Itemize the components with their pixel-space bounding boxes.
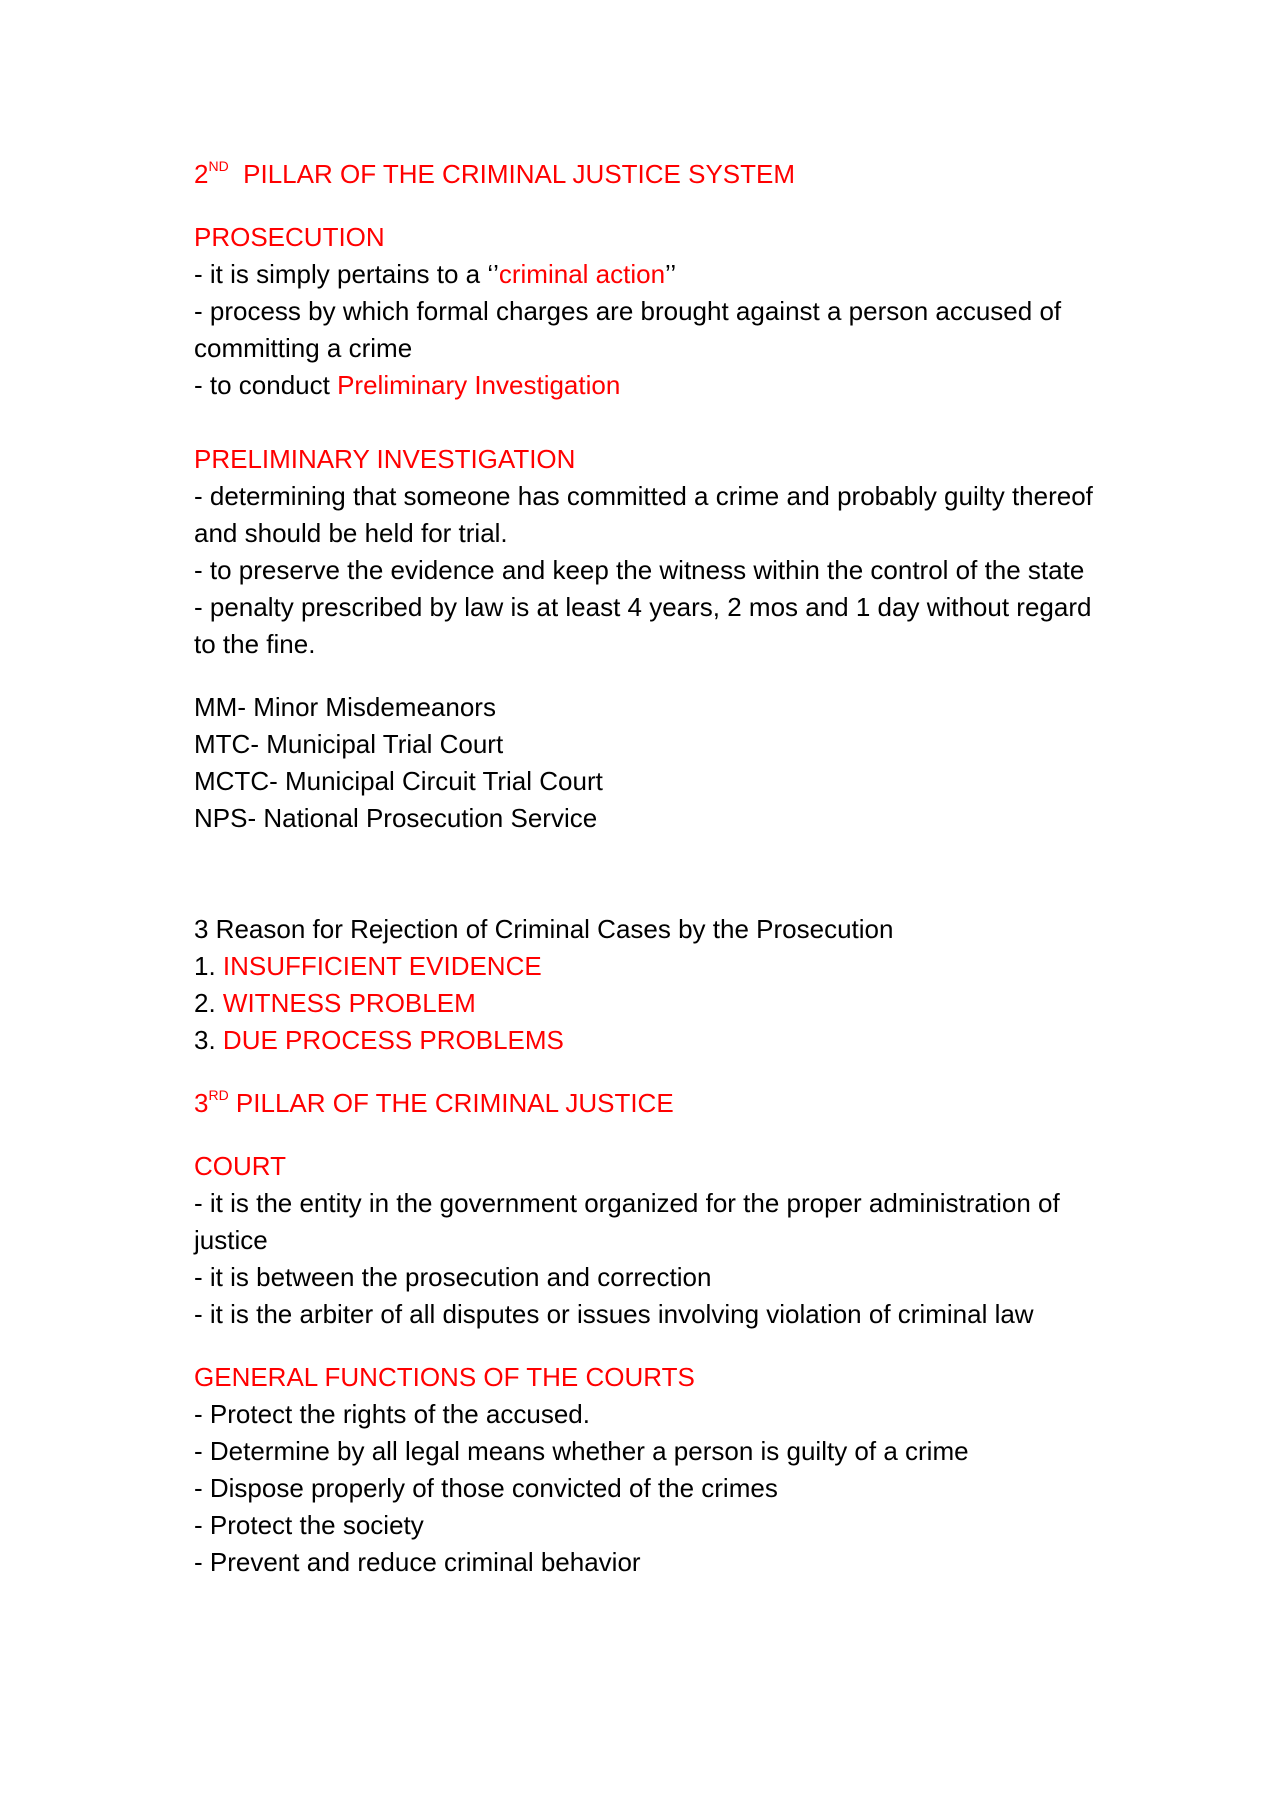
functions-block <box>194 1359 1094 1581</box>
functions-heading: GENERAL FUNCTIONS OF THE COURTS <box>194 1362 695 1392</box>
reasons-block <box>194 911 1094 1059</box>
prosecution-line-1: - it is simply pertains to a ‘’criminal action’’ <box>194 259 677 289</box>
function-item: - Prevent and reduce criminal behavior <box>194 1547 641 1577</box>
preliminary-line-3: - penalty prescribed by law is at least 4 years, 2 mos and 1 day without regard to the fine. <box>194 592 1092 659</box>
abbreviation-item: MM- Minor Misdemeanors <box>194 692 496 722</box>
section3-title: 3RD PILLAR OF THE CRIMINAL JUSTICE <box>194 1087 674 1118</box>
reasons-heading: 3 Reason for Rejection of Criminal Cases by the Prosecution <box>194 914 894 944</box>
function-item: - Protect the society <box>194 1510 424 1540</box>
reason-item: 1. INSUFFICIENT EVIDENCE <box>194 951 542 981</box>
abbreviations-block <box>194 689 1094 837</box>
court-heading: COURT <box>194 1151 286 1181</box>
preliminary-heading: PRELIMINARY INVESTIGATION <box>194 444 576 474</box>
preliminary-block <box>194 441 1094 663</box>
abbreviation-item: NPS- National Prosecution Service <box>194 803 598 833</box>
preliminary-line-2: - to preserve the evidence and keep the witness within the control of the state <box>194 555 1085 585</box>
court-line-2: - it is between the prosecution and correction <box>194 1262 712 1292</box>
court-line-1: - it is the entity in the government organized for the proper administration of justice <box>194 1188 1060 1255</box>
abbreviation-item: MCTC- Municipal Circuit Trial Court <box>194 766 603 796</box>
function-item: - Determine by all legal means whether a person is guilty of a crime <box>194 1436 969 1466</box>
prosecution-heading: PROSECUTION <box>194 222 385 252</box>
function-item: - Dispose properly of those convicted of the crimes <box>194 1473 778 1503</box>
court-block <box>194 1148 1094 1333</box>
prosecution-line-3: - to conduct Preliminary Investigation <box>194 370 621 400</box>
court-line-3: - it is the arbiter of all disputes or issues involving violation of criminal law <box>194 1299 1034 1329</box>
preliminary-line-1: - determining that someone has committed a crime and probably guilty thereof and should be held for trial. <box>194 481 1093 548</box>
abbreviation-item: MTC- Municipal Trial Court <box>194 729 504 759</box>
section2-title: 2ND PILLAR OF THE CRIMINAL JUSTICE SYSTEM <box>194 158 796 189</box>
reason-item: 2. WITNESS PROBLEM <box>194 988 476 1018</box>
document-page <box>194 156 1094 1581</box>
prosecution-block <box>194 219 1094 404</box>
prosecution-line-2: - process by which formal charges are brought against a person accused of committing a crime <box>194 296 1062 363</box>
reason-item: 3. DUE PROCESS PROBLEMS <box>194 1025 564 1055</box>
function-item: - Protect the rights of the accused. <box>194 1399 590 1429</box>
